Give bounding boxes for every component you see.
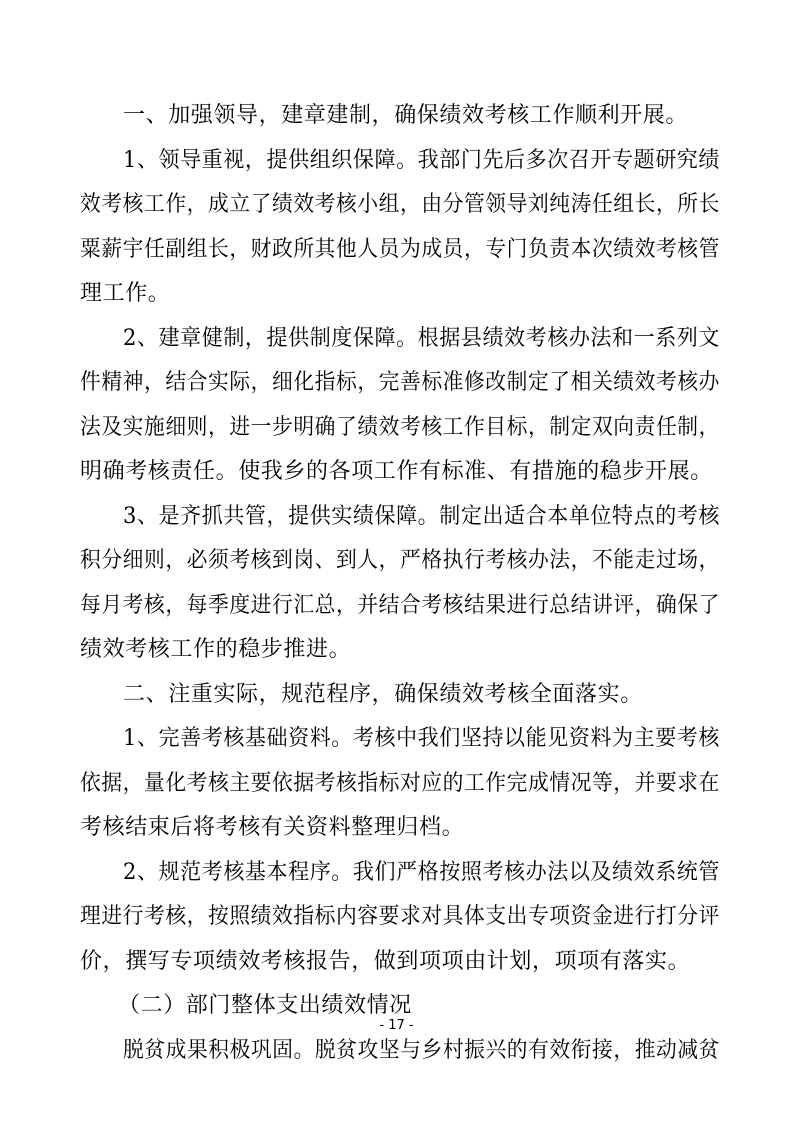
paragraph-line: 粟薪宇任副组长，财政所其他人员为成员，专门负责本次绩效考核管: [80, 237, 720, 262]
paragraph-line: 价，撰写专项绩效考核报告，做到项项由计划，项项有落实。: [80, 949, 691, 974]
paragraph-line: 1、完善考核基础资料。考核中我们坚持以能见资料为主要考核: [123, 726, 721, 751]
paragraph-line: 每月考核，每季度进行汇总，并结合考核结果进行总结讲评，确保了: [80, 593, 720, 618]
paragraph-line: 理进行考核，按照绩效指标内容要求对具体支出专项资金进行打分评: [80, 904, 720, 929]
paragraph-line: 1、领导重视，提供组织保障。我部门先后多次召开专题研究绩: [123, 148, 721, 173]
page-number: - 17 -: [379, 1018, 414, 1033]
paragraph-line: 法及实施细则，进一步明确了绩效考核工作目标，制定双向责任制，: [80, 415, 720, 440]
heading-2: 二、注重实际，规范程序，确保绩效考核全面落实。: [123, 682, 643, 707]
heading-1: 一、加强领导，建章建制，确保绩效考核工作顺利开展。: [123, 103, 689, 128]
paragraph-line: 2、规范考核基本程序。我们严格按照考核办法以及绩效系统管: [123, 860, 721, 885]
paragraph-line: 3、是齐抓共管，提供实绩保障。制定出适合本单位特点的考核: [123, 504, 721, 529]
paragraph-line: 件精神，结合实际，细化指标，完善标准修改制定了相关绩效考核办: [80, 370, 720, 395]
paragraph-line: 积分细则，必须考核到岗、到人，严格执行考核办法，不能走过场，: [80, 548, 720, 573]
paragraph-line: 效考核工作，成立了绩效考核小组，由分管领导刘纯涛任组长，所长: [80, 192, 720, 217]
paragraph-line: 考核结束后将考核有关资料整理归档。: [80, 815, 465, 840]
paragraph-line: 明确考核责任。使我乡的各项工作有标准、有措施的稳步开展。: [80, 459, 713, 484]
paragraph-line: 理工作。: [80, 281, 171, 306]
paragraph-line: 依据，量化考核主要依据考核指标对应的工作完成情况等，并要求在: [80, 771, 720, 796]
paragraph-line: 绩效考核工作的稳步推进。: [80, 637, 352, 662]
section-heading: （二）部门整体支出绩效情况: [118, 993, 412, 1018]
paragraph-line: 2、建章健制，提供制度保障。根据县绩效考核办法和一系列文: [123, 326, 721, 351]
paragraph-line: 脱贫成果积极巩固。脱贫攻坚与乡村振兴的有效衔接，推动减贫: [123, 1038, 720, 1063]
